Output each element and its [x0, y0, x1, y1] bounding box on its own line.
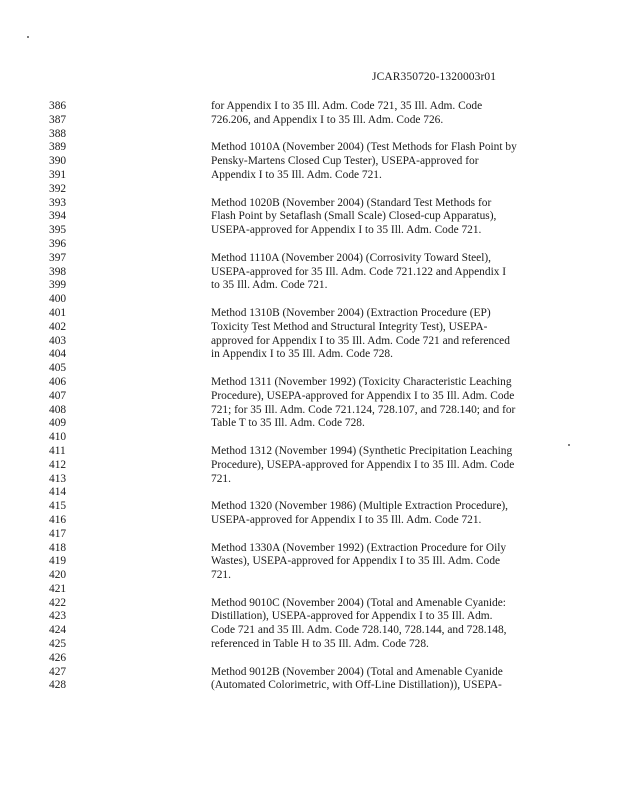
line-number: 386: [49, 100, 67, 112]
line-row: [0, 638, 618, 652]
line-number: 413: [49, 472, 67, 485]
line-number: 426: [49, 651, 67, 664]
line-number: 393: [49, 196, 67, 209]
line-text: Appendix I to 35 Ill. Adm. Code 721.: [211, 168, 382, 181]
line-row: [0, 128, 618, 142]
line-text: Method 9012B (November 2004) (Total and Amenable Cyanide: [211, 665, 503, 678]
line-row: [0, 473, 618, 487]
line-text: Method 1020B (November 2004) (Standard Test Methods for: [211, 196, 492, 209]
line-row: [0, 307, 618, 321]
line-text: Method 1330A (November 1992) (Extraction Procedure for Oily: [211, 541, 507, 554]
line-row: [0, 197, 618, 211]
line-number: 399: [49, 279, 67, 292]
line-number: 423: [49, 610, 67, 623]
line-row: [0, 155, 618, 169]
line-text: Method 9010C (November 2004) (Total and Amenable Cyanide:: [211, 596, 506, 609]
line-row: [0, 500, 618, 514]
line-number: 400: [49, 293, 67, 306]
line-number: 391: [49, 168, 67, 181]
line-text: Table T to 35 Ill. Adm. Code 728.: [211, 417, 365, 430]
line-text: Method 1312 (November 1994) (Synthetic Precipitation Leaching: [211, 444, 513, 457]
line-text: to 35 Ill. Adm. Code 721.: [211, 279, 328, 292]
numbered-lines: [0, 100, 618, 693]
line-text: in Appendix I to 35 Ill. Adm. Code 728.: [211, 348, 393, 361]
line-row: [0, 335, 618, 349]
line-text: for Appendix I to 35 Ill. Adm. Code 721, 35 Ill. Adm. Code: [211, 100, 483, 112]
line-row: [0, 528, 618, 542]
line-text: USEPA-approved for Appendix I to 35 Ill. Adm. Code 721.: [211, 224, 482, 237]
line-number: 406: [49, 375, 67, 388]
line-number: 421: [49, 582, 67, 595]
line-row: [0, 597, 618, 611]
line-row: [0, 610, 618, 624]
line-row: [0, 679, 618, 693]
line-number: 409: [49, 417, 67, 430]
line-row: [0, 376, 618, 390]
line-number: 403: [49, 334, 67, 347]
line-number: 417: [49, 527, 67, 540]
line-number: 388: [49, 127, 67, 140]
line-row: [0, 183, 618, 197]
line-text: Method 1310B (November 2004) (Extraction Procedure (EP): [211, 306, 491, 319]
line-row: [0, 321, 618, 335]
line-number: 428: [49, 679, 67, 692]
line-row: [0, 486, 618, 500]
line-number: 408: [49, 403, 67, 416]
line-number: 419: [49, 555, 67, 568]
line-number: 416: [49, 513, 67, 526]
line-text: USEPA-approved for 35 Ill. Adm. Code 721.122 and Appendix I: [211, 265, 507, 278]
line-row: [0, 252, 618, 266]
line-number: 412: [49, 458, 67, 471]
line-text: Method 1311 (November 1992) (Toxicity Characteristic Leaching: [211, 375, 512, 388]
line-text: Procedure), USEPA-approved for Appendix I to 35 Ill. Adm. Code: [211, 389, 515, 402]
line-row: [0, 169, 618, 183]
line-number: 414: [49, 486, 67, 499]
line-number: 420: [49, 569, 67, 582]
line-text: Distillation), USEPA-approved for Appendix I to 35 Ill. Adm.: [211, 610, 493, 623]
line-text: Procedure), USEPA-approved for Appendix I to 35 Ill. Adm. Code: [211, 458, 515, 471]
line-number: 427: [49, 665, 67, 678]
line-row: [0, 417, 618, 431]
line-number: 404: [49, 348, 67, 361]
line-row: [0, 542, 618, 556]
line-text: Method 1010A (November 2004) (Test Methods for Flash Point by: [211, 141, 517, 154]
line-number: 396: [49, 237, 67, 250]
line-text: 721; for 35 Ill. Adm. Code 721.124, 728.107, and 728.140; and for: [211, 403, 516, 416]
line-number: 398: [49, 265, 67, 278]
line-number: 411: [49, 444, 66, 457]
line-row: [0, 666, 618, 680]
line-row: [0, 555, 618, 569]
line-row: [0, 459, 618, 473]
scan-speck: [27, 36, 29, 38]
line-row: [0, 431, 618, 445]
line-text: 726.206, and Appendix I to 35 Ill. Adm. Code 726.: [211, 113, 444, 126]
line-row: [0, 141, 618, 155]
line-number: 394: [49, 210, 67, 223]
line-row: [0, 293, 618, 307]
line-row: [0, 114, 618, 128]
line-row: [0, 279, 618, 293]
line-row: [0, 404, 618, 418]
line-text: (Automated Colorimetric, with Off-Line Distillation)), USEPA-: [211, 679, 502, 692]
line-text: 721.: [211, 569, 231, 582]
line-number: 390: [49, 155, 67, 168]
line-number: 407: [49, 389, 67, 402]
line-number: 405: [49, 362, 67, 375]
line-row: [0, 238, 618, 252]
line-number: 392: [49, 182, 67, 195]
line-number: 425: [49, 638, 67, 651]
document-id-header: JCAR350720-1320003r01: [372, 71, 497, 83]
line-text: Method 1110A (November 2004) (Corrosivity Toward Steel),: [211, 251, 492, 264]
line-row: [0, 624, 618, 638]
line-row: [0, 210, 618, 224]
line-number: 410: [49, 431, 67, 444]
line-number: 401: [49, 306, 67, 319]
line-row: [0, 390, 618, 404]
line-row: [0, 583, 618, 597]
line-number: 402: [49, 320, 67, 333]
line-row: [0, 514, 618, 528]
line-row: [0, 362, 618, 376]
line-row: [0, 266, 618, 280]
line-number: 415: [49, 500, 67, 513]
line-number: 422: [49, 596, 67, 609]
line-number: 395: [49, 224, 67, 237]
line-text: 721.: [211, 472, 231, 485]
line-number: 389: [49, 141, 67, 154]
line-text: Method 1320 (November 1986) (Multiple Extraction Procedure),: [211, 500, 509, 513]
line-text: Pensky-Martens Closed Cup Tester), USEPA-approved for: [211, 155, 479, 168]
line-text: Wastes), USEPA-approved for Appendix I to 35 Ill. Adm. Code: [211, 555, 501, 568]
line-number: 418: [49, 541, 67, 554]
line-text: approved for Appendix I to 35 Ill. Adm. Code 721 and referenced: [211, 334, 510, 347]
line-text: Toxicity Test Method and Structural Integrity Test), USEPA-: [211, 320, 488, 333]
line-text: USEPA-approved for Appendix I to 35 Ill. Adm. Code 721.: [211, 513, 482, 526]
line-number: 424: [49, 624, 67, 637]
line-row: [0, 445, 618, 459]
line-row: [0, 569, 618, 583]
line-row: [0, 224, 618, 238]
line-text: Code 721 and 35 Ill. Adm. Code 728.140, 728.144, and 728.148,: [211, 624, 507, 637]
line-row: [0, 348, 618, 362]
line-row: [0, 100, 618, 114]
line-number: 387: [49, 113, 67, 126]
line-row: [0, 652, 618, 666]
line-text: referenced in Table H to 35 Ill. Adm. Code 728.: [211, 638, 429, 651]
line-number: 397: [49, 251, 67, 264]
line-text: Flash Point by Setaflash (Small Scale) Closed-cup Apparatus),: [211, 210, 497, 223]
